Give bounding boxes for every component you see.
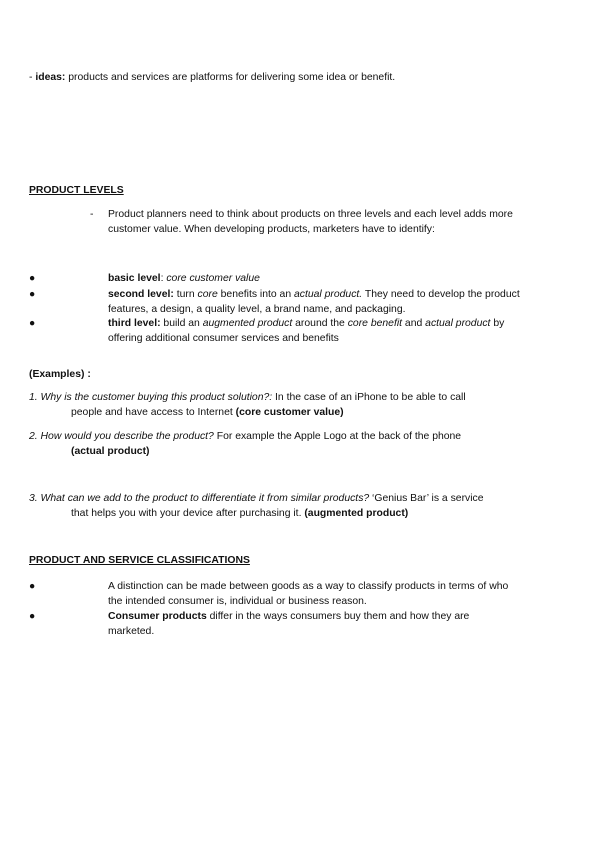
ideas-text: products and services are platforms for delivering some idea or benefit. — [65, 72, 396, 83]
level-text: benefits into an — [217, 289, 295, 300]
level-third — [108, 317, 533, 346]
product-levels-heading: PRODUCT LEVELS — [29, 185, 124, 196]
example-question: 1. Why is the customer buying this product solution?: — [29, 392, 273, 403]
intro-dash: - — [90, 209, 94, 220]
classification-term: Consumer products — [108, 611, 207, 622]
level-term: basic level — [108, 273, 161, 284]
example-answer: In the case of an iPhone to be able to call — [272, 392, 466, 403]
bullet-icon: ● — [29, 611, 36, 622]
level-desc: core customer value — [166, 273, 260, 284]
example-tag: (augmented product) — [304, 507, 409, 519]
bullet-icon: ● — [29, 318, 36, 329]
classification-text: A distinction can be made between goods as a way to classify products in terms of who the intended consumer is, individual or business reason. — [108, 581, 509, 607]
classification-text: differ in the ways consumers buy them and how they are marketed. — [108, 611, 470, 637]
example-answer: ‘Genius Bar’ is a service — [369, 493, 484, 504]
level-second — [108, 288, 533, 317]
level-text: core benefit — [347, 318, 403, 329]
bullet-icon: ● — [29, 273, 36, 284]
ideas-prefix: - — [29, 72, 36, 83]
examples-heading: (Examples) : — [29, 369, 91, 380]
example-item — [29, 430, 509, 459]
level-text: and — [402, 318, 426, 329]
product-levels-intro: Product planners need to think about products on three levels and each level adds more customer value. When developing products, marketers have to identify: — [108, 209, 513, 235]
ideas-line — [29, 71, 395, 86]
example-question: 2. How would you describe the product? — [29, 431, 214, 442]
level-term: second level: — [108, 289, 174, 300]
bullet-icon: ● — [29, 289, 36, 300]
classifications-heading: PRODUCT AND SERVICE CLASSIFICATIONS — [29, 555, 250, 566]
level-text: core — [197, 289, 218, 300]
bullet-icon: ● — [29, 581, 36, 592]
ideas-term: ideas: — [35, 72, 66, 83]
example-item — [29, 391, 509, 420]
level-sep: : — [160, 273, 167, 284]
example-answer: For example the Apple Logo at the back of the phone — [213, 431, 462, 442]
level-text: actual product. — [294, 289, 363, 300]
classification-item — [108, 580, 523, 609]
level-text: around the — [292, 318, 348, 329]
level-text: by offering additional consumer services and benefits — [108, 318, 505, 344]
level-sep: build an — [160, 318, 203, 329]
level-text: They need to develop the product features, a design, a quality level, a brand name, and packaging. — [108, 289, 520, 315]
level-sep: turn — [173, 289, 198, 300]
level-basic — [108, 272, 533, 287]
example-cont: people and have access to Internet — [71, 406, 236, 418]
level-text: actual product — [425, 318, 491, 329]
example-item — [29, 492, 509, 521]
example-question: 3. What can we add to the product to differentiate it from similar products? — [29, 493, 370, 504]
level-text: augmented product — [202, 318, 293, 329]
example-tag: (core customer value) — [235, 406, 344, 418]
level-term: third level: — [108, 318, 161, 329]
example-tag: (actual product) — [71, 445, 150, 457]
example-cont: that helps you with your device after purchasing it. — [71, 507, 305, 519]
classification-item — [108, 610, 508, 639]
